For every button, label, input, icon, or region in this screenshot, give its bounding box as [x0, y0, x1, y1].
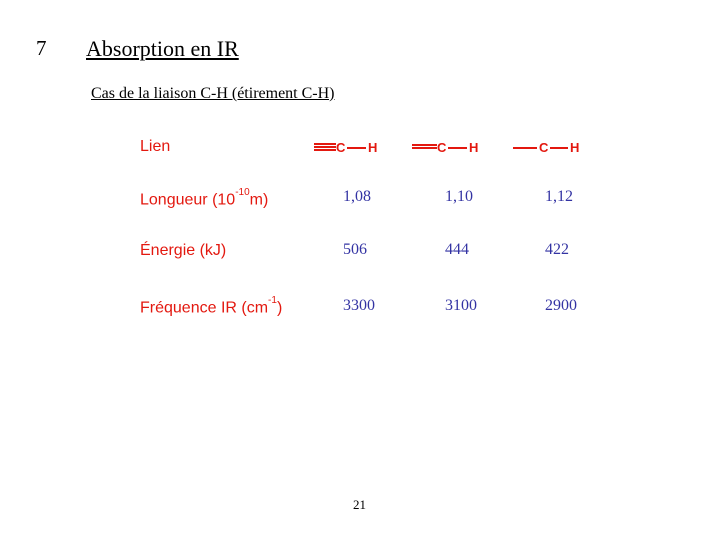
double-bond-lines	[412, 144, 437, 150]
carbon-atom-label: C	[336, 140, 346, 155]
value-frequence-triple: 3300	[343, 297, 375, 314]
triple-bond-ch-diagram	[314, 140, 384, 156]
double-bond-ch-diagram	[412, 140, 482, 156]
hydrogen-atom-label: H	[570, 140, 580, 155]
hydrogen-atom-label: H	[368, 140, 378, 155]
value-energie-double: 444	[445, 241, 469, 258]
single-bond-line	[513, 147, 537, 149]
ch-bond-line	[550, 147, 568, 149]
row-label-longueur: Longueur $(10^{-10}m)$	[140, 187, 269, 209]
value-longueur-double: 1,10	[445, 188, 473, 205]
ch-bond-line	[347, 147, 366, 149]
ch-bond-line	[448, 147, 467, 149]
carbon-atom-label: C	[437, 140, 447, 155]
value-energie-single: 422	[545, 241, 569, 258]
row-label-energie: Énergie (kJ)	[140, 242, 227, 259]
value-longueur-single: 1,12	[545, 188, 573, 205]
value-frequence-double: 3100	[445, 297, 477, 314]
slide-subtitle: Cas de la liaison C-H (étirement C-H)	[91, 85, 335, 102]
value-frequence-single: 2900	[545, 297, 577, 314]
hydrogen-atom-label: H	[469, 140, 479, 155]
single-bond-ch-diagram	[513, 140, 583, 156]
row-label-frequence: Fréquence IR $(cm^{-1})$	[140, 295, 283, 317]
row-label-lien: Lien	[140, 138, 171, 155]
carbon-atom-label: C	[539, 140, 549, 155]
value-longueur-triple: 1,08	[343, 188, 371, 205]
value-energie-triple: 506	[343, 241, 367, 258]
triple-bond-lines	[314, 143, 336, 152]
slide-number: 7	[36, 36, 47, 60]
slide-title: Absorption en IR	[86, 36, 239, 61]
page-number: 21	[353, 497, 366, 512]
